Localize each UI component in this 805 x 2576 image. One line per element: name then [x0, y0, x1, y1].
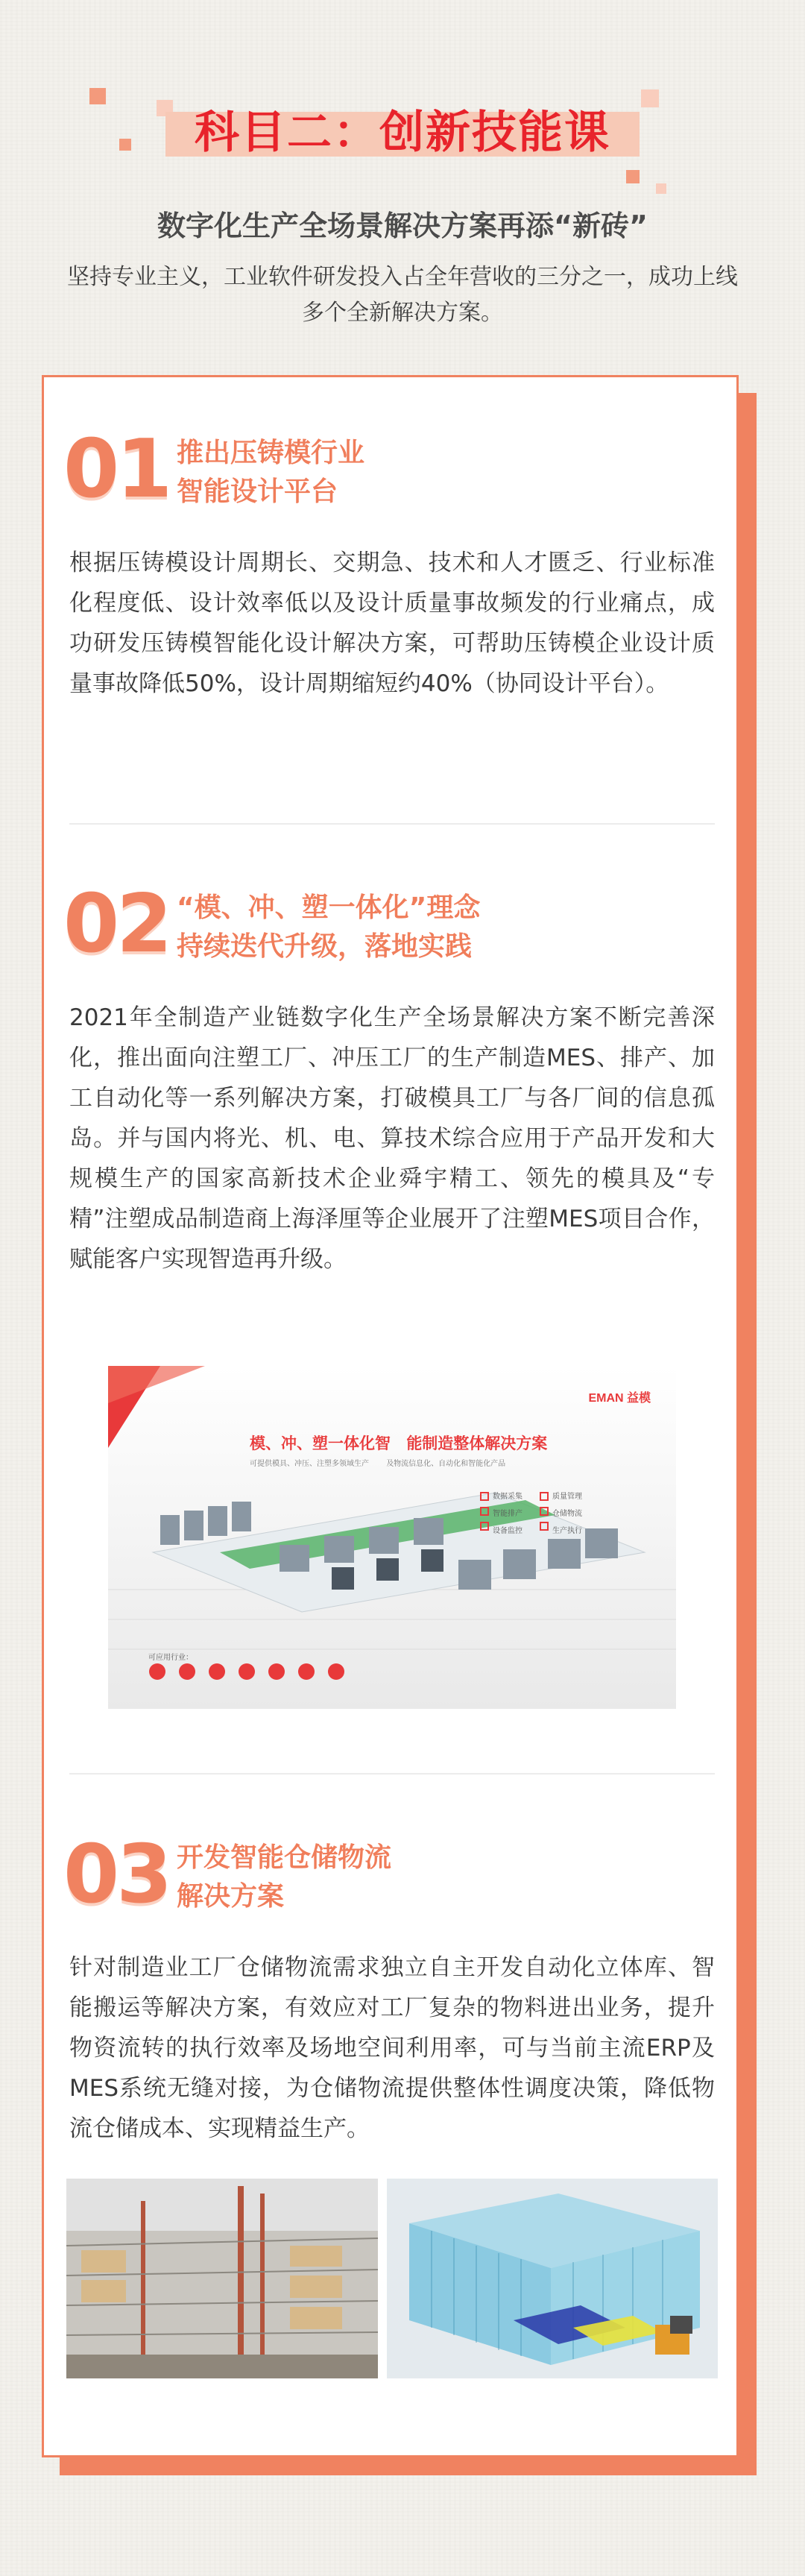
factory-checklist [493, 1490, 642, 1535]
check-item: 质量管理 [552, 1493, 582, 1501]
title-block [0, 89, 805, 186]
section-heading-line: “模、冲、塑一体化”理念 [177, 892, 481, 923]
check-item: 智能排产 [493, 1510, 523, 1518]
check-item: 设备监控 [493, 1527, 523, 1535]
warehouse-photo [66, 2179, 378, 2378]
check-item: 数据采集 [493, 1493, 523, 1501]
section-heading-line: 解决方案 [177, 1881, 285, 1912]
section-number: 01 [63, 423, 170, 516]
warehouse-3d-illustration [387, 2179, 718, 2378]
section-heading [177, 889, 480, 966]
factory-apps-label: 可应用行业： [148, 1654, 193, 1662]
page-subtitle: 数字化生产全场景解决方案再添“新砖” [157, 210, 648, 242]
section-heading-line: 持续迭代升级，落地实践 [177, 931, 473, 962]
check-item: 仓储物流 [552, 1510, 582, 1518]
section-heading [177, 434, 364, 511]
factory-illustration [108, 1366, 676, 1709]
check-item: 生产执行 [552, 1527, 582, 1535]
section-body: 根据压铸模设计周期长、交期急、技术和人才匮乏、行业标准化程度低、设计效率低以及设计质量事故频发的行业痛点，成功研发压铸模智能化设计解决方案，可帮助压铸模企业设计质量事故降低50%，设计周期缩短约40%（协同设计平台）。 [69, 549, 715, 697]
section-heading-line: 开发智能仓储物流 [177, 1842, 392, 1873]
factory-caption-a: 可提供模具、冲压、注塑多领域生产 [250, 1460, 369, 1468]
section-body: 针对制造业工厂仓储物流需求独立自主开发自动化立体库、智能搬运等解决方案，有效应对工厂复杂的物料进出业务，提升物资流转的执行效率及场地空间利用率，可与当前主流ERP及MES系统无缝对接，为仓储物流提供整体性调度决策，降低物流仓储成本、实现精益生产。 [69, 1954, 715, 2142]
warehouse-3d-render [387, 2179, 718, 2378]
section-heading-line: 推出压铸模行业 [177, 438, 365, 468]
decor-square [626, 170, 640, 183]
section-number: 02 [63, 878, 170, 971]
factory-solution-image [108, 1366, 676, 1709]
section-heading [177, 1839, 391, 1916]
content-card [42, 375, 739, 2457]
section-body: 2021年全制造产业链数字化生产全场景解决方案不断完善深化，推出面向注塑工厂、冲压工厂的生产制造MES、排产、加工自动化等一系列解决方案，打破模具工厂与各厂间的信息孤岛。并与国内将光、机、电、算技术综合应用于产品开发和大规模生产的国家高新技术企业舜宇精工、领先的模具及“专精”注塑成品制造商上海泽厘等企业展开了注塑MES项目合作，赋能客户实现智造再升级。 [69, 1004, 715, 1273]
divider [69, 823, 715, 825]
factory-brand: EMAN 益模 [588, 1392, 651, 1405]
page-title: 科目二：创新技能课 [195, 107, 610, 159]
factory-caption-b: 及物流信息化、自动化和智能化产品 [386, 1460, 506, 1468]
warehouse-photo-illustration [66, 2179, 378, 2378]
section-heading-line: 智能设计平台 [177, 476, 338, 507]
factory-title-b: 能制造整体解决方案 [406, 1435, 548, 1452]
factory-caption [250, 1457, 505, 1468]
decor-square [656, 183, 666, 194]
section-number: 03 [63, 1828, 170, 1921]
intro-text: 坚持专业主义，工业软件研发投入占全年营收的三分之一，成功上线多个全新解决方案。 [67, 264, 738, 326]
factory-title [250, 1432, 547, 1454]
divider [69, 1773, 715, 1774]
factory-title-a: 模、冲、塑一体化智 [250, 1435, 391, 1452]
